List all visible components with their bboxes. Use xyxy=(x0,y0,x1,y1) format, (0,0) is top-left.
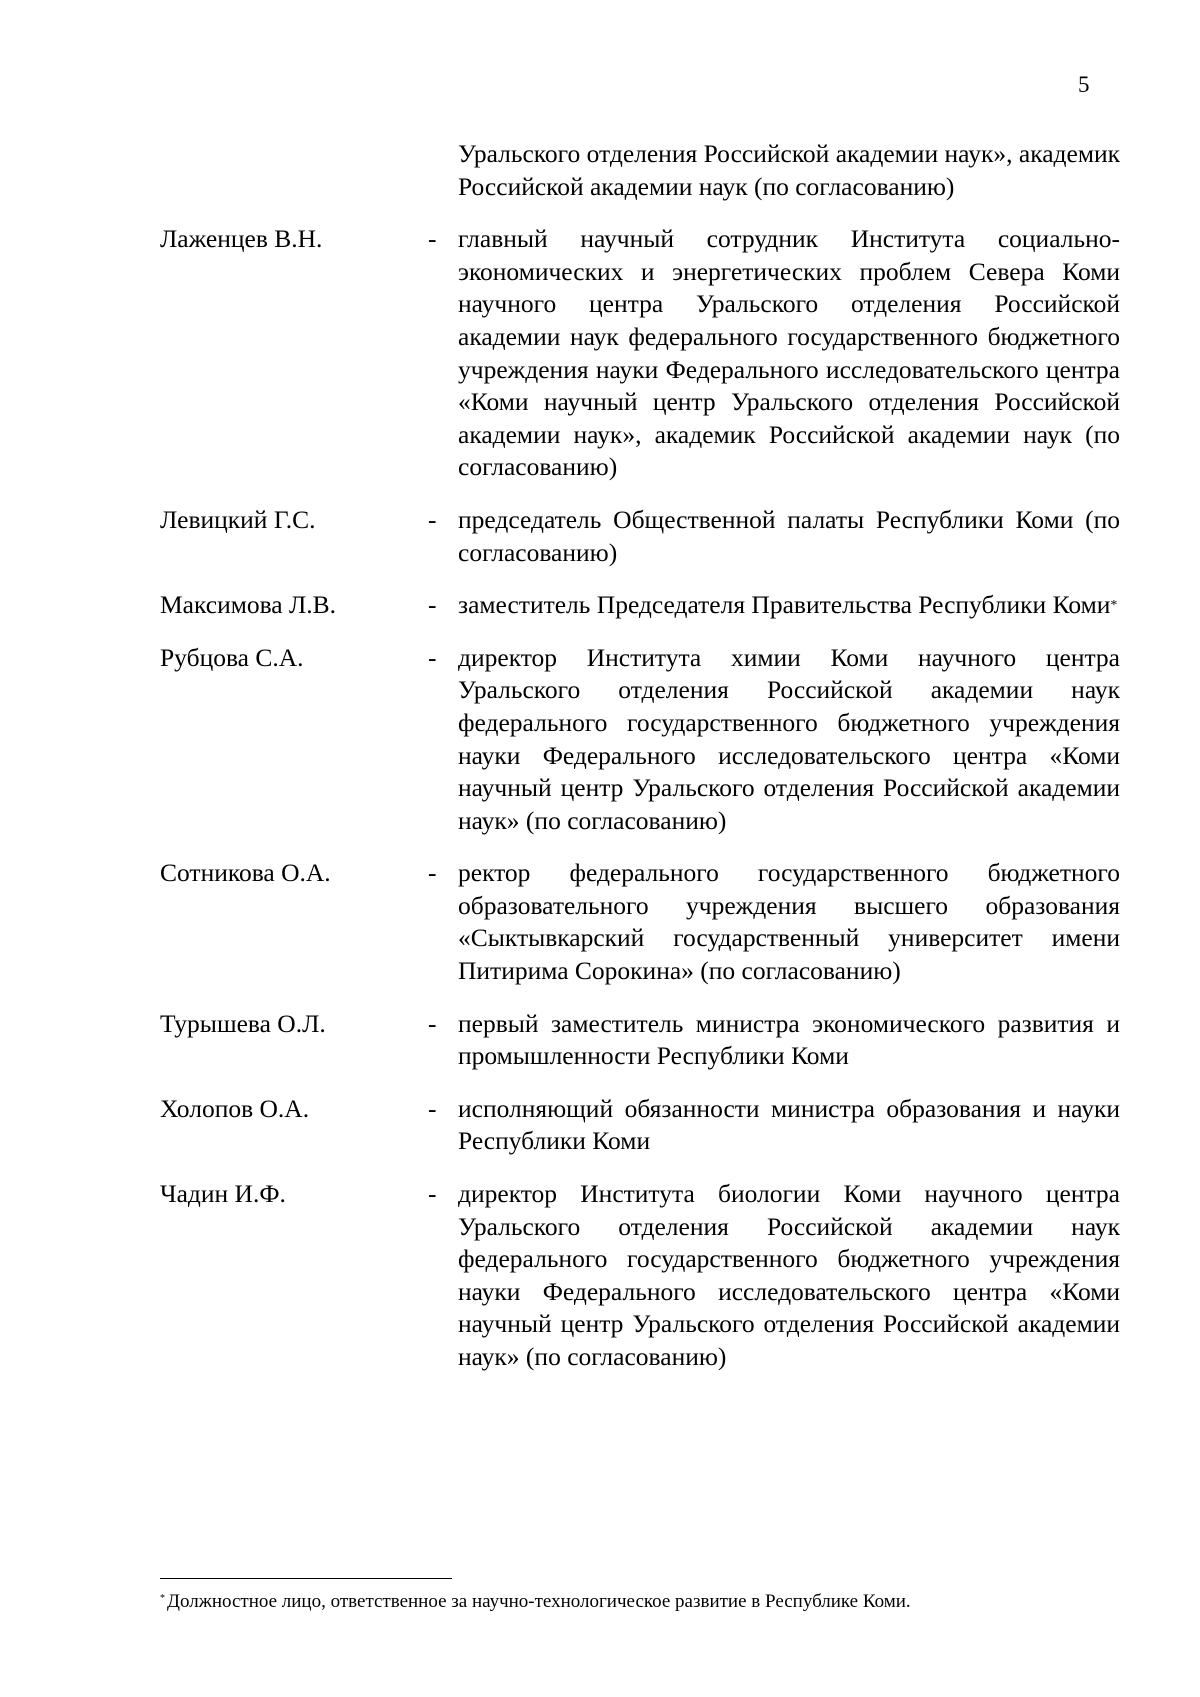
member-entry xyxy=(160,1093,1120,1158)
footnote-text: Должностное лицо, ответственное за научно-технологическое развитие в Республике Коми. xyxy=(167,1591,911,1612)
footnote-marker: * xyxy=(1110,598,1118,614)
member-position xyxy=(458,589,1120,622)
member-name: Сотникова О.А. xyxy=(160,858,331,888)
member-position: главный научный сотрудник Института социально-экономических и энергетических проблем Севера Коми научного центра Уральского отделения Российской академии наук федерального государственного бюджетного учреждения науки Федерального исследовательского центра «Коми научный центр Уральского отделения Российской академии наук», академик Российской академии наук (по согласованию) xyxy=(458,224,1120,482)
dash: - xyxy=(428,224,437,254)
member-position: первый заместитель министра экономического развития и промышленности Республики Коми xyxy=(458,1008,1120,1071)
member-name: Холопов О.А. xyxy=(160,1093,310,1123)
dash: - xyxy=(428,504,437,534)
member-entry xyxy=(160,589,1120,622)
member-entry xyxy=(160,504,1120,569)
footnote-mark: * xyxy=(160,1593,165,1604)
page-number: 5 xyxy=(1078,72,1090,97)
dash: - xyxy=(428,1093,437,1123)
member-name: Максимова Л.В. xyxy=(160,590,337,620)
member-entry xyxy=(160,1008,1120,1073)
member-name: Лаженцев В.Н. xyxy=(160,224,323,254)
member-name: Турышева О.Л. xyxy=(160,1008,326,1038)
member-position: исполняющий обязанности министра образования и науки Республики Коми xyxy=(458,1093,1120,1156)
member-entry xyxy=(160,223,1120,484)
dash: - xyxy=(428,1008,437,1038)
dash: - xyxy=(428,858,437,888)
member-position: председатель Общественной палаты Республики Коми (по согласованию) xyxy=(458,504,1120,567)
member-position: директор Института химии Коми научного центра Уральского отделения Российской академии наук федерального государственного бюджетного учреждения науки Федерального исследовательского центра «Коми научный центр Уральского отделения Российской академии наук» (по согласованию) xyxy=(458,642,1120,835)
member-name: Левицкий Г.С. xyxy=(160,504,316,534)
member-name: Чадин И.Ф. xyxy=(160,1179,286,1209)
dash: - xyxy=(428,642,437,672)
member-position: ректор федерального государственного бюджетного образовательного учреждения высшего образования «Сыктывкарский государственный университет имени Питирима Сорокина» (по согласованию) xyxy=(458,858,1120,986)
continued-description: Уральского отделения Российской академии наук», академик Российской академии наук (по согласованию) xyxy=(458,139,1120,201)
footnote-divider xyxy=(160,1578,452,1579)
dash: - xyxy=(428,1179,437,1209)
member-entry xyxy=(160,1178,1120,1374)
member-list xyxy=(160,138,1120,1394)
footnote xyxy=(160,1590,1120,1614)
member-name: Рубцова С.А. xyxy=(160,642,304,672)
member-entry xyxy=(160,642,1120,838)
dash: - xyxy=(428,590,437,620)
member-position-text: заместитель Председателя Правительства Республики Коми xyxy=(458,590,1111,620)
member-position: директор Института биологии Коми научного центра Уральского отделения Российской академии наук федерального государственного бюджетного учреждения науки Федерального исследовательского центра «Коми научный центр Уральского отделения Российской академии наук» (по согласованию) xyxy=(458,1179,1120,1371)
member-entry xyxy=(160,857,1120,987)
